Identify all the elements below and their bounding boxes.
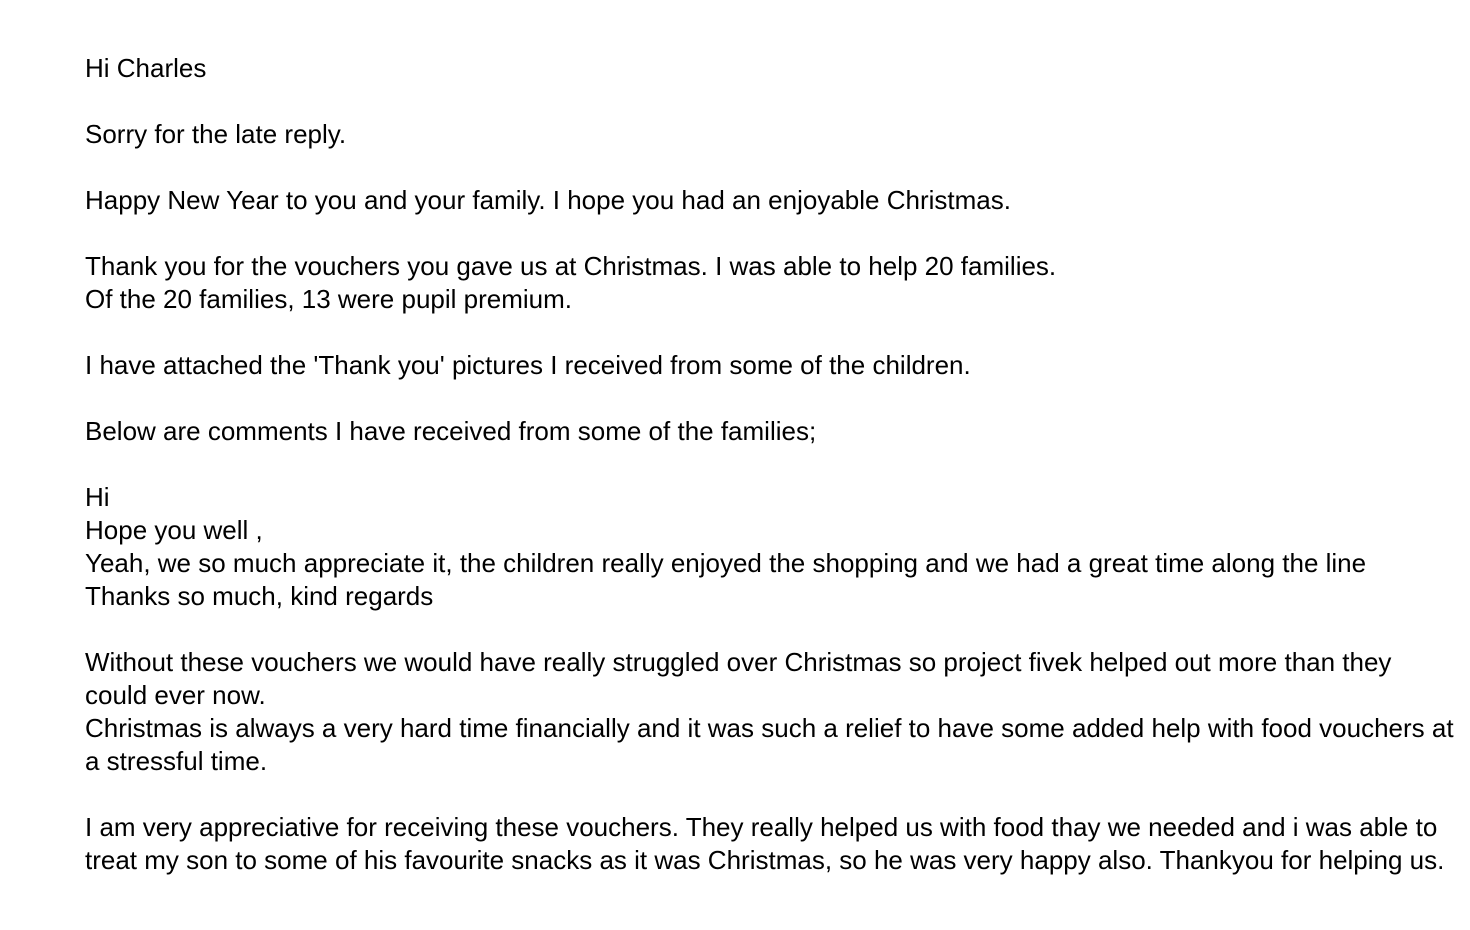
apology-paragraph <box>85 118 1455 151</box>
comments-intro-paragraph <box>85 415 1455 448</box>
family-comment-1 <box>85 481 1455 613</box>
comment-line: Thanks so much, kind regards <box>85 581 434 611</box>
new-year-paragraph <box>85 184 1455 217</box>
email-body <box>85 52 1455 910</box>
apology-text: Sorry for the late reply. <box>85 119 347 149</box>
family-comment-2 <box>85 646 1455 778</box>
thanks-line: Of the 20 families, 13 were pupil premium. <box>85 284 572 314</box>
greeting-paragraph <box>85 52 1455 85</box>
comment-line: Without these vouchers we would have really struggled over Christmas so project fivek helped out more than they could ever now. <box>85 647 1392 710</box>
thanks-line: Thank you for the vouchers you gave us at Christmas. I was able to help 20 families. <box>85 251 1057 281</box>
comments-intro-text: Below are comments I have received from some of the families; <box>85 416 817 446</box>
comment-line: Christmas is always a very hard time financially and it was such a relief to have some added help with food vouchers at a stressful time. <box>85 713 1454 776</box>
attachment-paragraph <box>85 349 1455 382</box>
comment-line: Hope you well , <box>85 515 263 545</box>
comment-line: I am very appreciative for receiving these vouchers. They really helped us with food thay we needed and i was able to treat my son to some of his favourite snacks as it was Christmas, so he was very happy also. Thankyou for helping us. <box>85 812 1445 875</box>
greeting-text: Hi Charles <box>85 53 207 83</box>
comment-line: Hi <box>85 482 110 512</box>
thanks-paragraph <box>85 250 1455 316</box>
attachment-note-text: I have attached the 'Thank you' pictures I received from some of the children. <box>85 350 971 380</box>
new-year-text: Happy New Year to you and your family. I hope you had an enjoyable Christmas. <box>85 185 1011 215</box>
comment-line: Yeah, we so much appreciate it, the children really enjoyed the shopping and we had a great time along the line <box>85 548 1367 578</box>
family-comment-3 <box>85 811 1455 877</box>
